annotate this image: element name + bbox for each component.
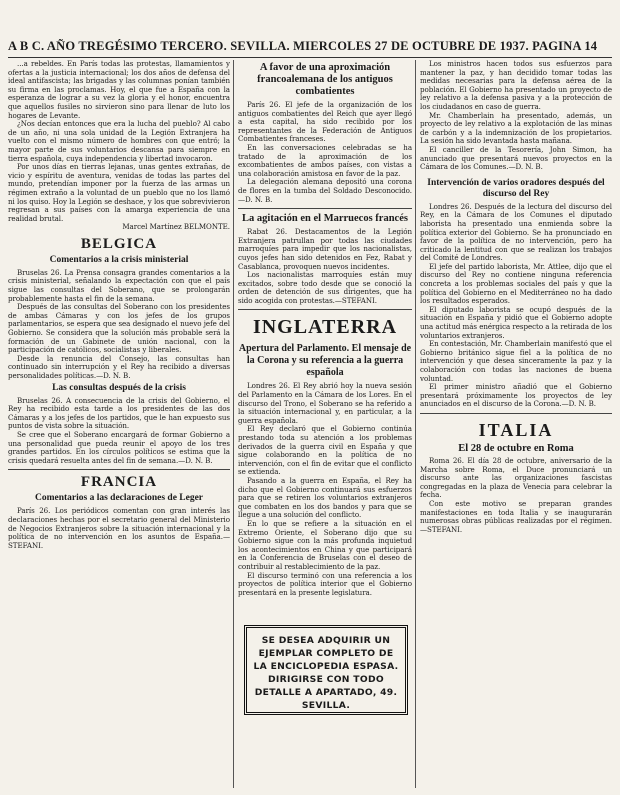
intervencion-paragraph: El primer ministro añadió que el Gobierno presentará próximamente los proyectos de ley anunciados en el discurso de la Corona.—D. N. B. — [420, 382, 612, 409]
aproximacion-paragraph: En las conversaciones celebradas se ha tratado de la aproximación de los excombatientes de ambos países, con vistas a una colaboración amistosa en favor de la paz. — [238, 142, 412, 178]
section-divider — [8, 469, 230, 470]
marruecos-heading: La agitación en el Marruecos francés — [242, 213, 408, 225]
page-masthead: A B C. AÑO TREGÉSIMO TERCERO. SEVILLA. MIERCOLES 27 DE OCTUBRE DE 1937. PAGINA 14 — [8, 39, 598, 53]
intervencion-subheading: Intervención de varios oradores después del discurso del Rey — [427, 177, 605, 199]
section-divider — [238, 208, 412, 209]
masthead-rule — [8, 57, 612, 58]
marruecos-paragraph: Rabat 26. Destacamentos de la Legión Extranjera patrullan por todas las ciudades marroquíes para impedir que los nacionalistas, cuyos jefes han sido detenidos en Fez, Rabat y Casablanca, provoquen nuevos incidentes. — [238, 227, 412, 271]
belgica-subheading: Comentarios a la crisis ministerial — [49, 254, 189, 265]
intervencion-paragraph: Londres 26. Después de la lectura del discurso del Rey, en la Cámara de los Comunes el diputado laborista ha presentado una enmienda sobre la política exterior del Gobierno. Se ha pronunciado en favor de la política de no intervención, pero ha criticado la lentitud con que se realizan los trabajos del Comité de Londres. — [420, 201, 612, 263]
belgica-subheading-2: Las consultas después de la crisis — [52, 382, 186, 393]
inglaterra-paragraph: Pasando a la guerra en España, el Rey ha dicho que el Gobierno continuará sus esfuerzos para que se retiren los voluntarios extranjeros que combaten en los dos bandos y para que se llegue a una solución del conflicto. — [238, 476, 412, 520]
inglaterra-heading: INGLATERRA — [252, 316, 398, 339]
belgica-paragraph: Después de las consultas del Soberano con los presidentes de ambas Cámaras y con los jefes de los grupos parlamentarios, se espera que sea designado el nuevo jefe del Gobierno. Se considera que la solución más probable será la formación de un Gabinete de unión nacional, con la participación de católicos, socialistas y liberales. — [8, 302, 230, 355]
inglaterra-subheading: Apertura del Parlamento. El mensaje de la Corona y su referencia a la guerra española — [238, 343, 412, 379]
section-divider — [420, 413, 612, 414]
section-divider — [238, 309, 412, 310]
italia-paragraph: Con este motivo se preparan grandes manifestaciones en toda Italia y se inaugurarán numerosas obras públicas realizadas por el régimen.—STEFANI. — [420, 498, 612, 534]
francia-paragraph: París 26. Los periódicos comentan con gran interés las declaraciones hechas por el secretario general del Ministerio de Negocios Extranjeros sobre la situación internacional y la política de no intervención en los asuntos de España.—STEFANI. — [8, 506, 230, 550]
inglaterra-paragraph: Londres 26. El Rey abrió hoy la nueva sesión del Parlamento en la Cámara de los Lores. En el discurso del Trono, el Soberano se ha referido a la situación internacional y, en particular, a la guerra española. — [238, 381, 412, 425]
intervencion-paragraph: En contestación, Mr. Chamberlain manifestó que el Gobierno británico sigue fiel a la política de no intervención y que desea sinceramente la paz y la colaboración con todas las naciones de buena voluntad. — [420, 339, 612, 383]
intervencion-paragraph: El jefe del partido laborista, Mr. Attlee, dijo que el discurso del Rey no contiene ninguna referencia concreta a los problemas sociales del país y que la política del Gobierno en el Mediterráneo no ha dado los resultados esperados. — [420, 261, 612, 306]
belgica-paragraph: Desde la renuncia del Consejo, las consultas han continuado sin interrupción y el Rey ha recibido a diversas personalidades políticas.—D. N. B. — [8, 353, 230, 380]
intervencion-paragraph: El diputado laborista se ocupó después de la situación en España y pidió que el Gobierno adopte una actitud más enérgica respecto a la retirada de los voluntarios extranjeros. — [420, 304, 612, 340]
parlamento-paragraph: Mr. Chamberlain ha presentado, además, un proyecto de ley relativo a la explotación de las minas de carbón y a la indemnización de los propietarios. La sesión ha sido levantada hasta mañana. — [420, 110, 612, 146]
italia-subheading: El 28 de octubre en Roma — [458, 442, 574, 454]
aproximacion-heading: A favor de una aproximación francoalemana de los antiguos combatientes — [257, 62, 393, 97]
inglaterra-paragraph: El discurso terminó con una referencia a los proyectos de política interior que el Gobierno presentará en la presente legislatura. — [238, 570, 412, 597]
classified-ad-box — [244, 625, 408, 715]
inglaterra-paragraph: En lo que se refiere a la situación en el Extremo Oriente, el Soberano dijo que su Gobierno sigue con la más profunda inquietud los acontecimientos en China y que participará en la Conferencia de Bruselas con el deseo de contribuir al restablecimiento de la paz. — [238, 518, 412, 571]
francia-subheading: Comentarios a las declaraciones de Leger — [34, 493, 204, 504]
parlamento-paragraph: El canciller de la Tesorería, John Simon, ha anunciado que presentará nuevos proyectos en la Cámara de los Comunes.—D. N. B. — [420, 144, 612, 172]
belgica-heading: BELGICA — [80, 235, 158, 252]
italia-paragraph: Roma 26. El día 28 de octubre, aniversario de la Marcha sobre Roma, el Duce pronunciará un discurso ante las organizaciones fascistas congregadas en la plaza de Venecia para celebrar la fecha. — [420, 455, 612, 500]
column-3 — [420, 60, 612, 790]
francia-heading: FRANCIA — [80, 474, 158, 491]
classified-ad-text: SE DESEA ADQUIRIR UN EJEMPLAR COMPLETO DE LA ENCICLOPEDIA ESPASA. DIRIGIRSE CON TODO DETALLE A APARTADO, 49. SEVILLA. — [253, 635, 399, 711]
intro-signature: Marcel Martínez BELMONTE. — [122, 222, 230, 232]
belgica-paragraph: Bruselas 26. A consecuencia de la crisis del Gobierno, el Rey ha recibido esta tarde a los presidentes de las dos Cámaras y a los jefes de los partidos, que le han expuesto sus puntos de vista sobre la situación. — [8, 395, 230, 431]
intro-paragraph: ¿Nos decían entonces que era la lucha del pueblo? Al cabo de un año, ni una sola unidad de la Legión Extranjera ha vuelto con el mismo número de hombres con que entró; la mayor parte de sus voluntarios descansa para siempre en tierra española, cuya independencia y libertad invocaron. — [8, 119, 230, 163]
belgica-paragraph: Se cree que el Soberano encargará de formar Gobierno a una personalidad que pueda reunir el apoyo de los tres grandes partidos. En los círculos políticos se estima que la crisis quedará resuelta antes del fin de semana.—D. N. B. — [8, 429, 230, 465]
inglaterra-paragraph: El Rey declaró que el Gobierno continúa prestando toda su atención a los problemas derivados de la guerra civil en España y que sigue colaborando en la política de no intervención, con el fin de evitar que el conflicto se extienda. — [238, 424, 412, 477]
intro-paragraph: Por unos días en tierras lejanas, unas gentes extrañas, de vicio y espíritu de aventura, venidas de todas las partes del mundo, pretendían imponer por la fuerza de las armas un régimen extraño a la voluntad de un pueblo que no los llamó ni los quiso. Hoy la Legión se deshace, y los que sobrevivieron regresan a sus países con la amarga experiencia de una realidad brutal. — [8, 162, 230, 223]
italia-heading: ITALIA — [478, 419, 554, 440]
intro-paragraph: ...a rebeldes. En París todas las protestas, llamamientos y ofertas a la justicia internacional; los dos años de defensa del ideal antifascista; las brigadas y las columnas ponían también su firma en las proclamas. Hoy, el que fue a España con la esperanza de lograr a su vez la gloria y el honor, encuentra que aquellos fusiles no sirvieron sino para llenar de luto los hogares de Levante. — [8, 60, 230, 120]
aproximacion-paragraph: París 26. El jefe de la organización de los antiguos combatientes del Reich que ayer llegó a esta capital, ha sido recibido por los representantes de la Federación de Antiguos Combatientes franceses. — [238, 100, 412, 144]
belgica-paragraph: Bruselas 26. La Prensa consagra grandes comentarios a la crisis ministerial, señalando la expectación con que el país sigue las consultas del Soberano, que se prolongarán probablemente hasta el fin de la semana. — [8, 267, 230, 303]
marruecos-paragraph: Los nacionalistas marroquíes están muy excitados, sobre todo desde que se conoció la orden de detención de sus dirigentes, que ha sido acogida con protestas.—STEFANI. — [238, 270, 412, 305]
parlamento-paragraph: Los ministros hacen todos sus esfuerzos para mantener la paz, y han decidido tomar todas las medidas necesarias para la defensa aérea de la población. El Gobierno ha presentado un proyecto de ley relativo a la defensa pasiva y a la protección de los ciudadanos en caso de guerra. — [420, 60, 612, 111]
column-rule-2 — [415, 60, 416, 788]
column-1 — [8, 60, 230, 790]
column-rule-1 — [233, 60, 234, 788]
aproximacion-paragraph: La delegación alemana depositó una corona de flores en la tumba del Soldado Desconocido.—D. N. B. — [238, 177, 412, 204]
